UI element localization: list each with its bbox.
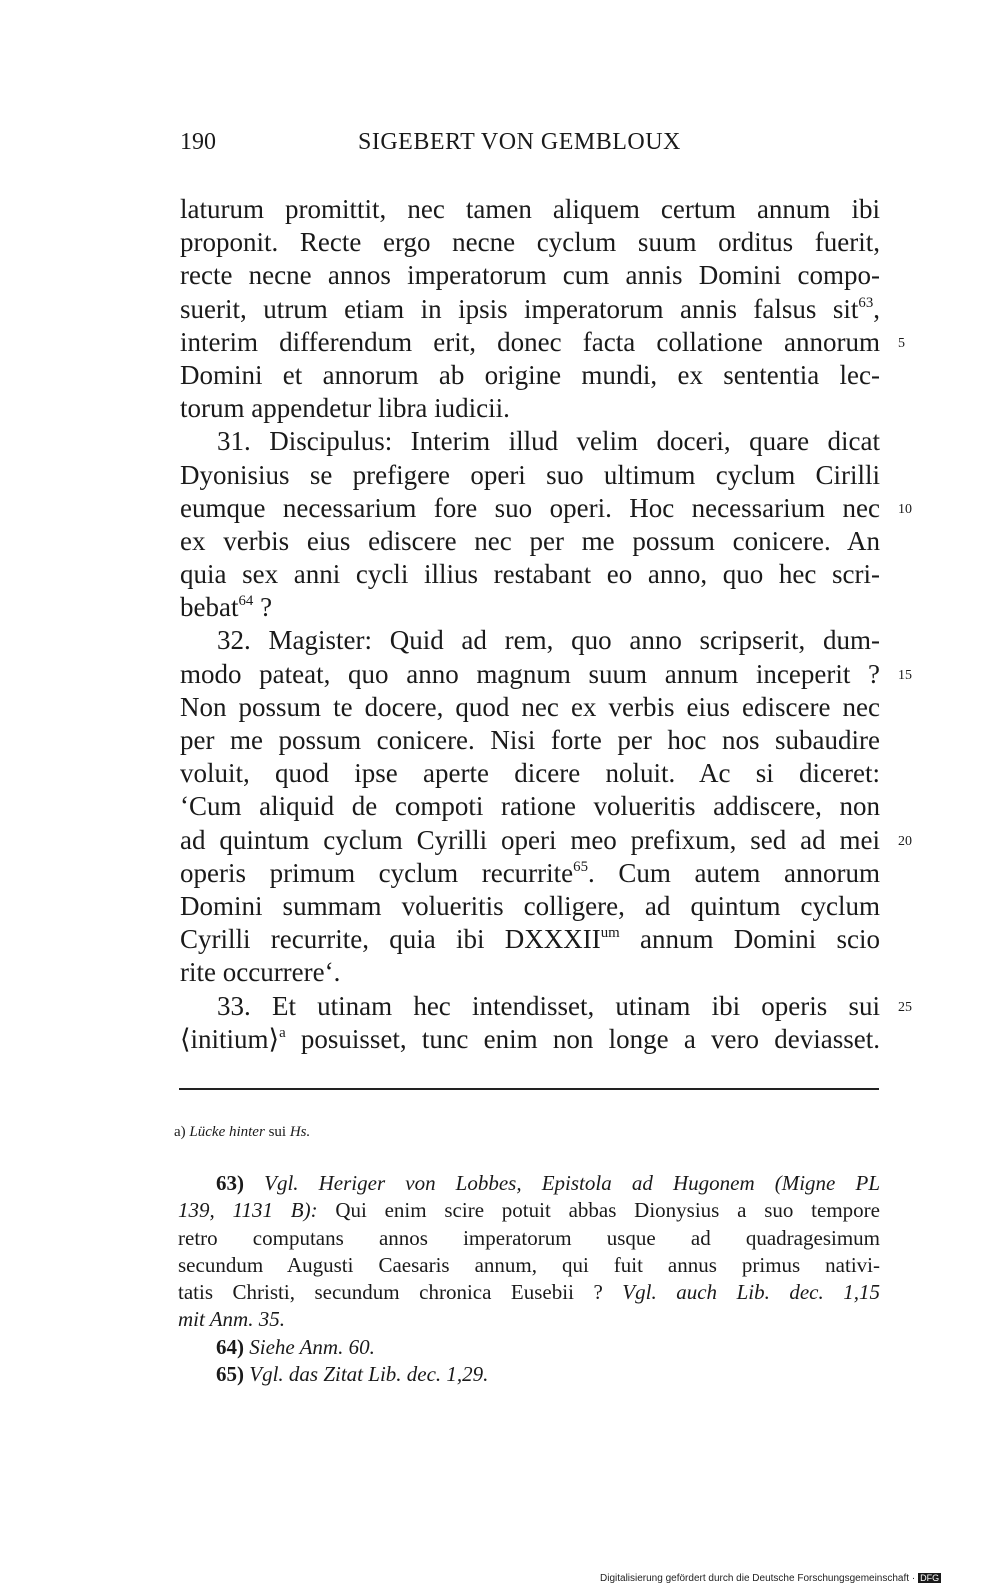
footnote-text: Vgl. Heriger von Lobbes, Epistola ad Hugonem (Migne PL: [244, 1171, 880, 1195]
line-text: ex verbis eius ediscere nec per me possum conicere. An: [180, 525, 880, 556]
apparatus-marker: a): [174, 1124, 186, 1140]
footnote-text: retro computans annos imperatorum usque ad quadragesimum: [178, 1225, 880, 1250]
text-line: [180, 425, 880, 458]
page-number: 190: [180, 129, 216, 155]
line-text: laturum promittit, nec tamen aliquem certum annum ibi: [180, 194, 880, 224]
footnote-text: Vgl. das Zitat Lib. dec. 1,29.: [244, 1362, 489, 1387]
text-line: [180, 857, 880, 890]
text-line: [180, 259, 880, 292]
line-text: suerit, utrum etiam in ipsis imperatorum annis falsus sit: [180, 293, 859, 324]
line-text: Cyrilli recurrite, quia ibi DXXXII: [180, 924, 601, 955]
footnote-ref: 64: [238, 593, 254, 610]
footnote-line: [178, 1252, 880, 1279]
line-text: 32. Magister: Quid ad rem, quo anno scripserit, dum-: [217, 625, 880, 656]
text-line: [180, 956, 880, 989]
line-text: ‘Cum aliquid de compoti ratione volueritis addiscere, non: [180, 791, 880, 822]
line-text: rite occurrere‘.: [180, 957, 341, 988]
line-text: voluit, quod ipse aperte dicere noluit. Ac si diceret:: [180, 758, 880, 789]
text-line: [180, 890, 880, 923]
running-header: [180, 129, 880, 163]
footnote-line: [178, 1361, 880, 1388]
footnote-line: [178, 1306, 880, 1333]
footnote-ref: um: [600, 925, 620, 941]
line-text: Domini summam volueritis colligere, ad quintum cyclum: [180, 890, 880, 921]
line-text-continued: posuisset, tunc enim non longe a vero deviasset.: [285, 1023, 880, 1054]
critical-apparatus: [174, 1124, 310, 1141]
footnote-number: 65): [216, 1362, 244, 1387]
text-line: [180, 459, 880, 492]
footnote-text: Siehe Anm. 60.: [244, 1334, 375, 1359]
footnote-line: [178, 1170, 880, 1197]
text-line: [180, 923, 880, 956]
line-number: 5: [898, 335, 905, 351]
text-line: [180, 558, 880, 591]
line-text: interim differendum erit, donec facta collatione annorum: [180, 326, 880, 357]
line-text: 33. Et utinam hec intendisset, utinam ibi operis sui: [217, 990, 880, 1021]
text-line: [180, 392, 880, 425]
text-line: [180, 525, 880, 558]
text-line: [180, 326, 905, 359]
line-text: bebat: [180, 592, 239, 623]
dfg-logo: DFG: [920, 1573, 940, 1584]
main-text: [180, 193, 912, 1056]
footnote-number: 63): [216, 1171, 244, 1195]
footnote-ref: 65: [573, 858, 588, 875]
line-number: 20: [898, 833, 912, 849]
text-line: [180, 193, 880, 226]
line-text: torum appendetur libra iudicii.: [180, 393, 510, 424]
footnotes: [178, 1170, 880, 1388]
footnote-text: mit Anm. 35.: [178, 1307, 285, 1332]
line-text: 31. Discipulus: Interim illud velim doceri, quare dicat: [217, 426, 880, 457]
line-text: Dyonisius se prefigere operi suo ultimum cyclum Cirilli: [180, 459, 880, 490]
digitization-credit: [600, 1573, 941, 1584]
footnote-ref: 63: [858, 294, 874, 311]
text-line: [180, 824, 912, 857]
apparatus-note-end: Hs.: [289, 1124, 311, 1140]
line-text: proponit. Recte ergo necne cyclum suum orditus fuerit,: [180, 227, 880, 258]
line-text: operis primum cyclum recurrite: [180, 857, 574, 888]
line-text: recte necne annos imperatorum cum annis Domini compo-: [180, 260, 880, 291]
running-title: SIGEBERT VON GEMBLOUX: [358, 129, 681, 155]
footnote-text: secundum Augusti Caesaris annum, qui fuit annus primus nativi-: [178, 1252, 880, 1277]
line-text: per me possum conicere. Nisi forte per hoc nos subaudire: [180, 725, 880, 755]
line-text-continued: annum Domini scio: [619, 924, 880, 955]
line-text: modo pateat, quo anno magnum suum annum inceperit ?: [180, 658, 880, 689]
text-line: [180, 293, 880, 326]
text-line: [180, 591, 880, 624]
line-text: Domini et annorum ab origine mundi, ex sententia lec-: [180, 359, 880, 390]
line-number: 15: [898, 667, 912, 683]
credit-text: Digitalisierung gefördert durch die Deutsche Forschungsgemeinschaft ·: [600, 1573, 916, 1584]
line-text: eumque necessarium fore suo operi. Hoc necessarium nec: [180, 492, 880, 523]
apparatus-note-italic: Lücke hinter: [189, 1124, 265, 1140]
line-text-continued: . Cum autem annorum: [588, 857, 880, 888]
line-text: quia sex anni cycli illius restabant eo anno, quo hec scri-: [180, 559, 880, 590]
text-line: [180, 790, 880, 823]
line-number: 25: [898, 999, 912, 1015]
apparatus-note-word: sui: [268, 1124, 287, 1140]
footnote-text: Qui enim scire potuit abbas Dionysius a suo tempore: [317, 1198, 880, 1223]
text-line: [180, 757, 880, 790]
line-text: ad quintum cyclum Cyrilli operi meo prefixum, sed ad mei: [180, 824, 880, 855]
footnote-text: tatis Christi, secundum chronica Eusebii ?: [178, 1280, 623, 1305]
text-line: [180, 691, 880, 724]
text-line: [180, 658, 912, 691]
line-text: Non possum te docere, quod nec ex verbis eius ediscere nec: [180, 691, 880, 722]
footnote-text: 139, 1131 B):: [178, 1198, 318, 1223]
line-text: ⟨initium⟩: [180, 1023, 280, 1054]
footnote-divider: [179, 1088, 879, 1090]
footnote-number: 64): [216, 1334, 244, 1359]
text-line: [180, 724, 880, 757]
text-line: [180, 226, 880, 259]
footnote-text: Vgl. auch Lib. dec. 1,15: [622, 1280, 881, 1305]
line-text-continued: ?: [253, 592, 273, 623]
line-number: 10: [898, 501, 912, 517]
text-line: [180, 990, 912, 1023]
line-text-continued: ,: [873, 293, 880, 324]
text-line: [180, 359, 880, 392]
footnote-line: [178, 1279, 880, 1306]
footnote-ref: a: [279, 1024, 286, 1041]
footnote-line: [178, 1334, 880, 1361]
text-line: [180, 1023, 880, 1056]
text-line: [180, 492, 912, 525]
footnote-line: [178, 1197, 880, 1224]
text-line: [180, 624, 880, 657]
footnote-line: [178, 1225, 880, 1252]
